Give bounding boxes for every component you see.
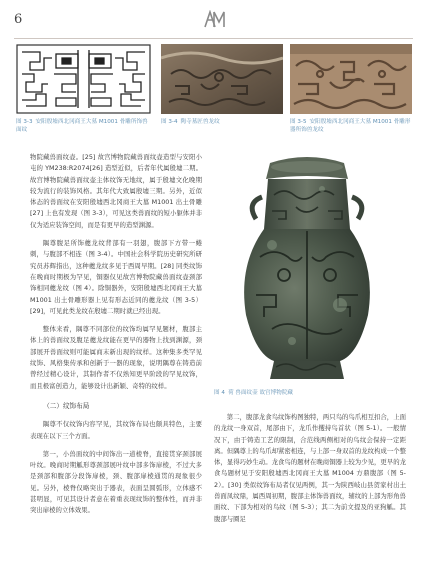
figure-3-5-text: 安阳殷墟西北冈商王大墓 M1001 骨雕形器所饰兽龙纹 (290, 119, 411, 133)
figure-3-3-caption (16, 118, 151, 134)
left-paragraph-5: 第一，小兽面纹的中间饰出一道棱脊，直接贯穿颈部展叶纹。晚商时期觚形尊颈部展叶纹中部多饰扉棱，不过大多是颈部和腹部分段饰扉棱，颈、腹部扉棱通贯的现象很少见。另外，棱脊仅略突出于器表，表面呈圆弧形，立体感不甚明显，可见其设计者意在着重表现纹饰的整体性，而并非突出扉棱的立体效果。 (30, 449, 202, 515)
figure-4-number: 图 4 (214, 390, 225, 396)
figure-3-5-number: 图 3-5 (290, 119, 307, 125)
figure-3-4-text: 陶寺墓匠兽龙纹 (180, 119, 220, 125)
right-text-column (214, 412, 406, 525)
left-paragraph-3: 整体来看，隅尊不同部位的纹饰均属罕见题材，腹部主体上的兽面纹及腹足夔龙纹能在更早的器物上找到渊源，颈部展开兽面纹则可能属商末新出现的纹样。这种集多类罕见纹饰、风格集传承和创新于一器的现象，说明隅尊在铸造前曾经过精心设计，其制作者不仅熟知更早阶段的罕见纹饰，而且极富创造力，能够设计出新颖、奇特的纹样。 (30, 325, 202, 390)
figure-3-4-image (161, 44, 283, 114)
figure-3-3-text: 安阳殷墟西北冈商王大墓 M1001 骨雕所饰兽面纹 (16, 119, 148, 133)
section-heading-layout: （二）纹饰布局 (43, 401, 90, 410)
figure-4-text: 荷 兽面纹壶 故宫博物院藏 (227, 390, 294, 396)
figure-3-5-image (290, 44, 412, 114)
left-paragraph-1: 物院藏兽面纹壶。[25] 故宫博物院藏兽面纹壶造型与安阳小屯的 YM238:R2074[26] 造型近似，后者年代属殷墟二期。故宫博物院藏兽面纹壶主体纹饰无地纹，属于殷墟文化晚期较为流行的装饰风格。其年代大致属殷墟三期。另外，近似体态的兽面纹在安阳殷墟西北冈商王大墓 M1001 出土骨雕 [27] 上也有发现（图 3-3），可见这类兽面纹的短小躯体并非仅为适应装饰空间，而是有更早的造型渊源。 (30, 153, 202, 229)
header-rule (14, 38, 413, 39)
left-text-column (30, 152, 202, 517)
figure-3-3-number: 图 3-3 (16, 119, 33, 125)
left-paragraph-4: 隅尊不仅纹饰内容罕见，其纹饰布局也颇具特色，主要表现在以下三个方面。 (30, 420, 202, 440)
figure-3-4-caption (161, 118, 283, 126)
left-paragraph-2: 隅尊腹足所饰夔龙纹背部有一羽翅，腹部下方带一蜷刺，与腹部不相连（图 3-4）。中国社会科学院历史研究所研究员苏辉指出，这种夔龙纹多见于西周早期。[28] 同类纹饰在晚商时期极为罕见，铜器仅见故宫博物院藏兽面纹壶颈部饰相同夔龙纹（图 4）。除铜器外，安阳殷墟西北冈商王大墓 M1001 出土骨雕形器上见有形态近同的夔龙纹（图 3-5）[29]，可见此类龙纹在殷墟二期时就已经出现。 (30, 239, 202, 315)
page-number: 6 (14, 12, 23, 27)
figure-3-5-caption (290, 118, 412, 134)
publisher-logo (203, 10, 225, 28)
figure-3-4-number: 图 3-4 (161, 119, 178, 125)
figure-3-3-image (16, 44, 151, 114)
figure-4-caption (214, 389, 404, 397)
right-paragraph-1: 第二，腹部龙食鸟纹饰构图独特，两只鸟的鸟爪相互扣合，上面的龙纹一身双首，尾部由下，龙爪作攫持鸟首状（图 5-1）。一般情况下，由于铸造工艺的限制，合范线两侧相对的鸟纹会保持一定距离。但隅尊上的鸟爪却紧密相连，与上部一身双首的龙纹构成一个整体，显得巧妙生动。龙食鸟的题材在晚商铜器上较为少见，更早的龙食鸟题材见于安阳殷墟西北冈商王大墓 M1004 方鼎腹部（图 5-2）。[30] 类似纹饰布局者仅见两例，其一为陕西岐山县贺家村出土兽面凤纹鼎，属西周初期，腹部主体饰兽面纹，辅纹的上部为形角兽面纹、下部为相对的鸟纹（图 5-3）；其二为前文提及的亚狗觚。其腹部与圈足 (214, 413, 406, 523)
figure-4-image (212, 145, 402, 385)
